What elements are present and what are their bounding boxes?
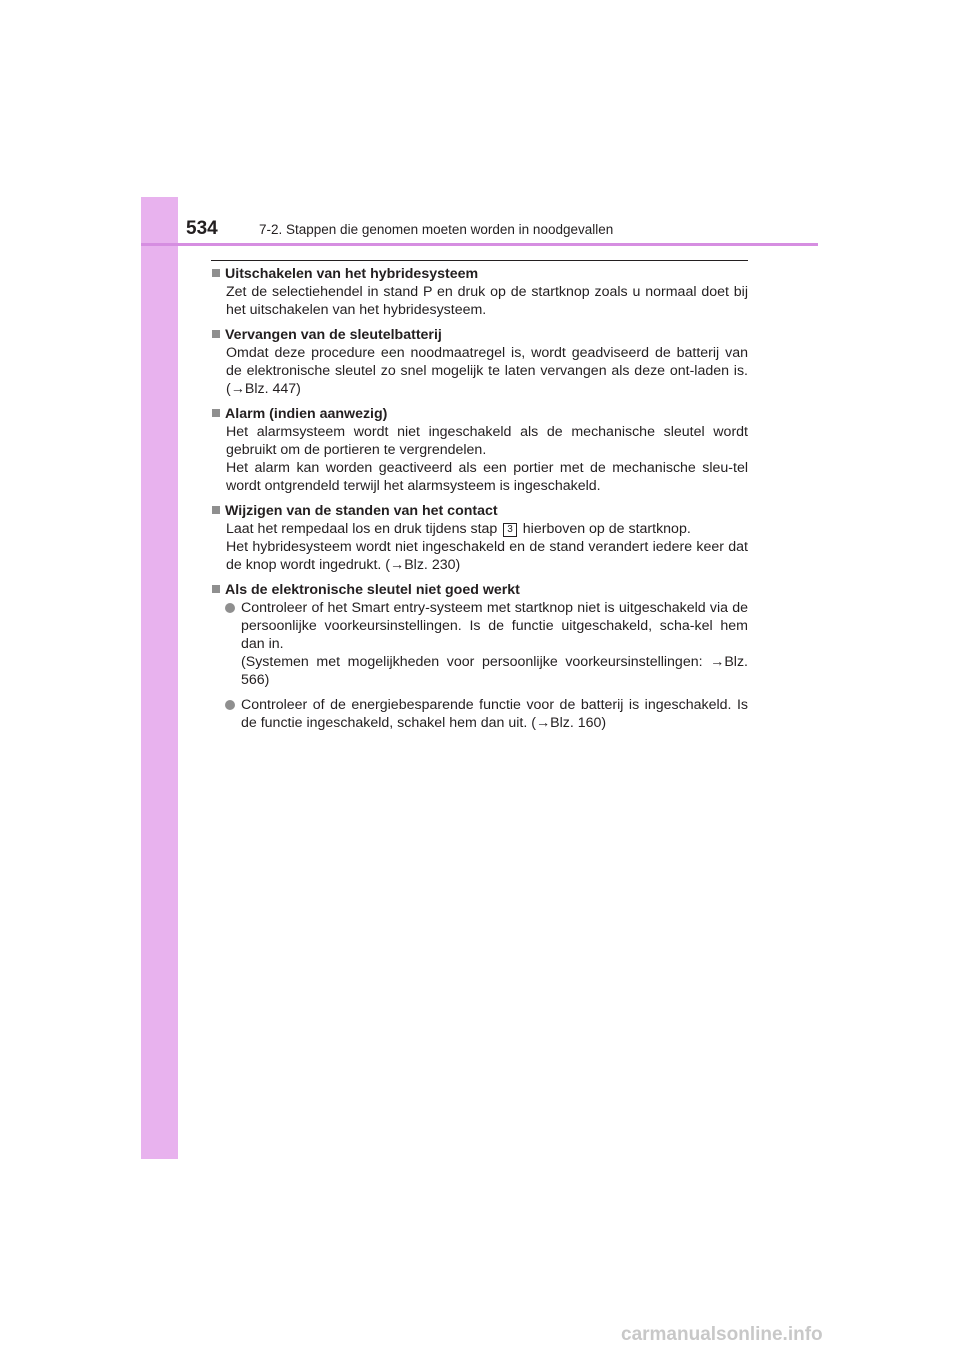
- chapter-title: 7-2. Stappen die genomen moeten worden in noodgevallen: [259, 222, 614, 237]
- section-text: Het alarmsysteem wordt niet ingeschakeld als de mechanische sleutel wordt gebruikt om de portieren te vergrendelen.: [226, 424, 748, 458]
- square-bullet-icon: [212, 409, 220, 417]
- text-after-step: hierboven op de startknop.: [522, 521, 691, 537]
- section-rule: [211, 260, 748, 261]
- section-title: Alarm (indien aanwezig): [225, 406, 388, 422]
- step-number-box: 3: [503, 523, 517, 537]
- watermark: carmanualsonline.info: [621, 1324, 823, 1345]
- text-before-step: Laat het rempedaal los en druk tijdens stap: [226, 521, 498, 537]
- section-text: Omdat deze procedure een noodmaatregel is, wordt geadviseerd de batterij van de elektronische sleutel zo snel mogelijk te laten vervangen als deze ont-laden is. (→Blz. 447): [226, 345, 748, 397]
- section-key-battery: [211, 326, 748, 398]
- bullet-text: Controleer of de energiebesparende functie voor de batterij is ingeschakeld. Is de functie ingeschakeld, schakel hem dan uit. (→Blz. 160): [241, 697, 748, 731]
- section-title: Wijzigen van de standen van het contact: [225, 503, 498, 519]
- section-title: Vervangen van de sleutelbatterij: [225, 327, 442, 343]
- section-text-2: Het hybridesysteem wordt niet ingeschakeld en de stand verandert iedere keer dat de knop wordt ingedrukt. (→Blz. 230): [226, 539, 748, 573]
- side-color-band: [141, 197, 178, 1159]
- section-title: Als de elektronische sleutel niet goed werkt: [225, 582, 520, 598]
- section-alarm: [211, 405, 748, 495]
- section-text: [226, 520, 748, 538]
- list-item: [211, 599, 748, 689]
- section-text-2: Het alarm kan worden geactiveerd als een portier met de mechanische sleu-tel wordt ontgrendeld terwijl het alarmsysteem is ingeschakeld.: [226, 460, 748, 494]
- list-item: [211, 696, 748, 732]
- square-bullet-icon: [212, 330, 220, 338]
- square-bullet-icon: [212, 585, 220, 593]
- bullet-text-2: (Systemen met mogelijkheden voor persoonlijke voorkeursinstellingen: →Blz. 566): [241, 654, 748, 688]
- section-key-not-working: [211, 581, 748, 732]
- page-content: [211, 265, 748, 739]
- round-bullet-icon: [225, 700, 235, 710]
- section-text: Zet de selectiehendel in stand P en druk op de startknop zoals u normaal doet bij het uitschakelen van het hybridesysteem.: [226, 284, 748, 318]
- section-shutdown-hybrid: [211, 265, 748, 319]
- section-title: Uitschakelen van het hybridesysteem: [225, 266, 479, 282]
- header-line: [141, 243, 818, 246]
- square-bullet-icon: [212, 269, 220, 277]
- section-ignition-modes: [211, 502, 748, 574]
- square-bullet-icon: [212, 506, 220, 514]
- page-number: 534: [186, 218, 218, 239]
- round-bullet-icon: [225, 603, 235, 613]
- bullet-text: Controleer of het Smart entry-systeem met startknop niet is uitgeschakeld via de persoonlijke voorkeursinstellingen. Is de functie uitgeschakeld, scha-kel hem dan in.: [241, 600, 748, 652]
